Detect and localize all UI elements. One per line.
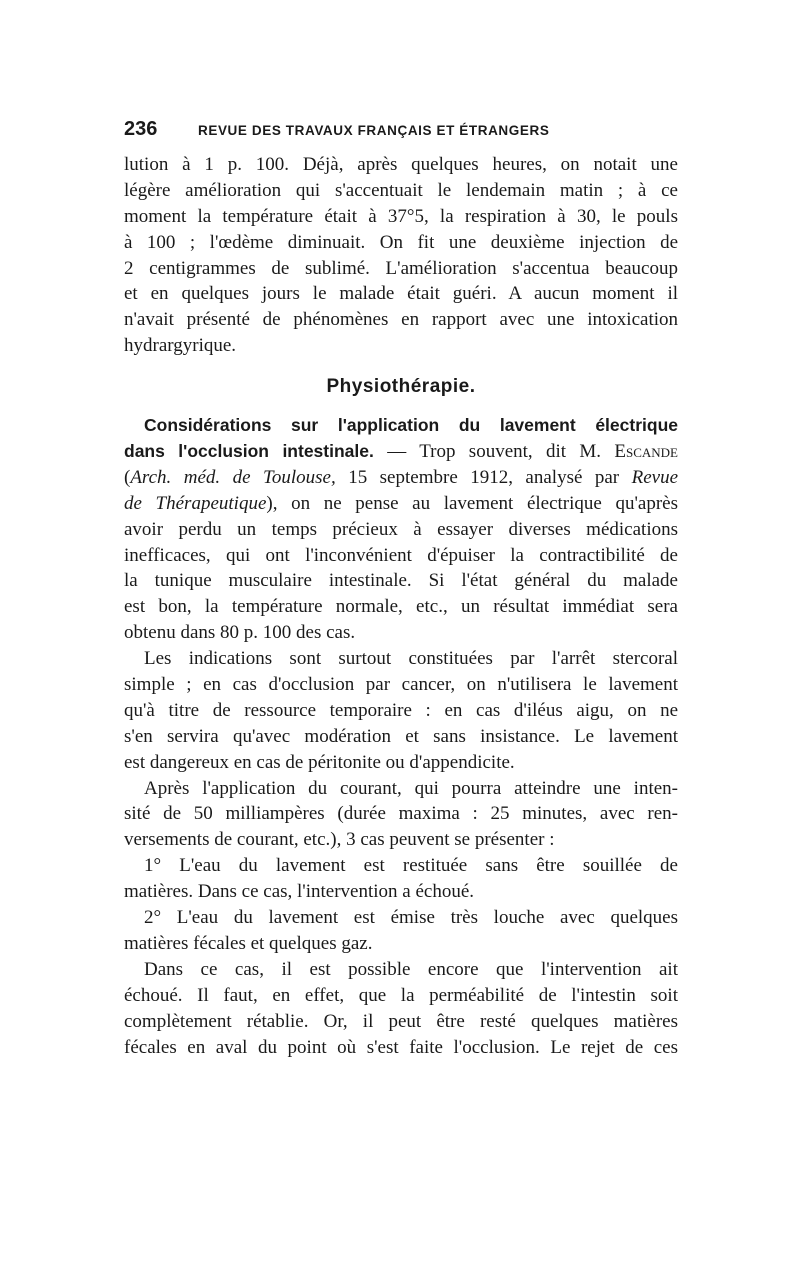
case-1-paragraph [124,853,678,905]
text-line: et en quelques jours le malade était guéri. A aucun moment il [124,283,678,305]
final-paragraph [124,957,678,1061]
article-title-line [124,413,678,439]
text-line: 1° L'eau du lavement est restituée sans être souillée de [144,855,678,877]
page-header [124,118,678,144]
text-line: inefficaces, qui ont l'inconvénient d'épuiser la contractibilité de [124,544,678,566]
text-line: versements de courant, etc.), 3 cas peuvent se présenter : [124,829,555,851]
text-span: ( [124,466,131,488]
reviewer-reference: Revue [631,466,678,488]
text-line: est bon, la température normale, etc., un résultat immédiat sera [124,596,678,618]
text-line: est dangereux en cas de péritonite ou d'appendicite. [124,751,515,773]
text-line [124,439,678,465]
journal-reference: Arch. méd. de Toulouse, [130,466,336,488]
reviewer-reference: de Thérapeutique [124,492,267,514]
text-line: 2 centigrammes de sublimé. L'amélioration s'accentua beaucoup [124,257,678,279]
text-line: légère amélioration qui s'accentuait le lendemain matin ; à ce [124,179,678,201]
text-line [124,465,678,491]
author-name: Escande [614,441,678,463]
running-head: REVUE DES TRAVAUX FRANÇAIS ET ÉTRANGERS [198,123,550,138]
text-line: matières. Dans ce cas, l'intervention a échoué. [124,881,475,903]
text-line: simple ; en cas d'occlusion par cancer, on n'utilisera le lavement [124,674,678,696]
text-line: avoir perdu un temps précieux à essayer diverses médications [124,518,678,540]
article-title-end: dans l'occlusion intestinale. [124,441,374,462]
text-line: hydrargyrique. [124,335,237,357]
indications-paragraph [124,646,678,775]
case-2-paragraph [124,905,678,957]
text-line: qu'à titre de ressource temporaire : en cas d'iléus aigu, on ne [124,699,678,721]
text-line: n'avait présenté de phénomènes en rapport avec une intoxication [124,309,678,331]
section-title: Physiothérapie. [326,376,476,398]
page-number: 236 [124,118,158,140]
text-line [124,491,678,517]
text-line: moment la température était à 37°5, la respiration à 30, le pouls [124,205,678,227]
text-line: lution à 1 p. 100. Déjà, après quelques heures, on notait une [124,154,678,175]
intro-paragraph [124,152,678,359]
current-paragraph [124,776,678,854]
text-line: obtenu dans 80 p. 100 des cas. [124,622,356,644]
article-title: Considérations sur l'application du lavement électrique [144,415,678,436]
text-line: sité de 50 milliampères (durée maxima : 25 minutes, avec ren- [124,803,678,825]
text-line: échoué. Il faut, en effet, que la perméabilité de l'intestin soit [124,984,678,1006]
text-line: Les indications sont surtout constituées par l'arrêt stercoral [144,648,678,670]
text-line: à 100 ; l'œdème diminuait. On fit une deuxième injection de [124,231,678,253]
book-page [124,118,678,1060]
text-line: s'en servira qu'avec modération et sans insistance. Le lavement [124,725,678,747]
article-paragraph [124,413,678,646]
text-span: — Trop souvent, dit M. [373,441,615,463]
text-line: 2° L'eau du lavement est émise très louche avec quelques [144,907,678,929]
text-line: la tunique musculaire intestinale. Si l'état général du malade [124,570,678,592]
text-span: 15 septembre 1912, analysé par [335,466,632,488]
text-line: complètement rétablie. Or, il peut être resté quelques matières [124,1010,678,1032]
text-span: ), on ne pense au lavement électrique qu'après [266,492,678,514]
text-line: Dans ce cas, il est possible encore que l'intervention ait [144,958,678,980]
text-line: matières fécales et quelques gaz. [124,932,373,954]
text-line: fécales en aval du point où s'est faite l'occlusion. Le rejet de ces [124,1036,678,1058]
text-line: Après l'application du courant, qui pourra atteindre une inten- [144,777,678,799]
